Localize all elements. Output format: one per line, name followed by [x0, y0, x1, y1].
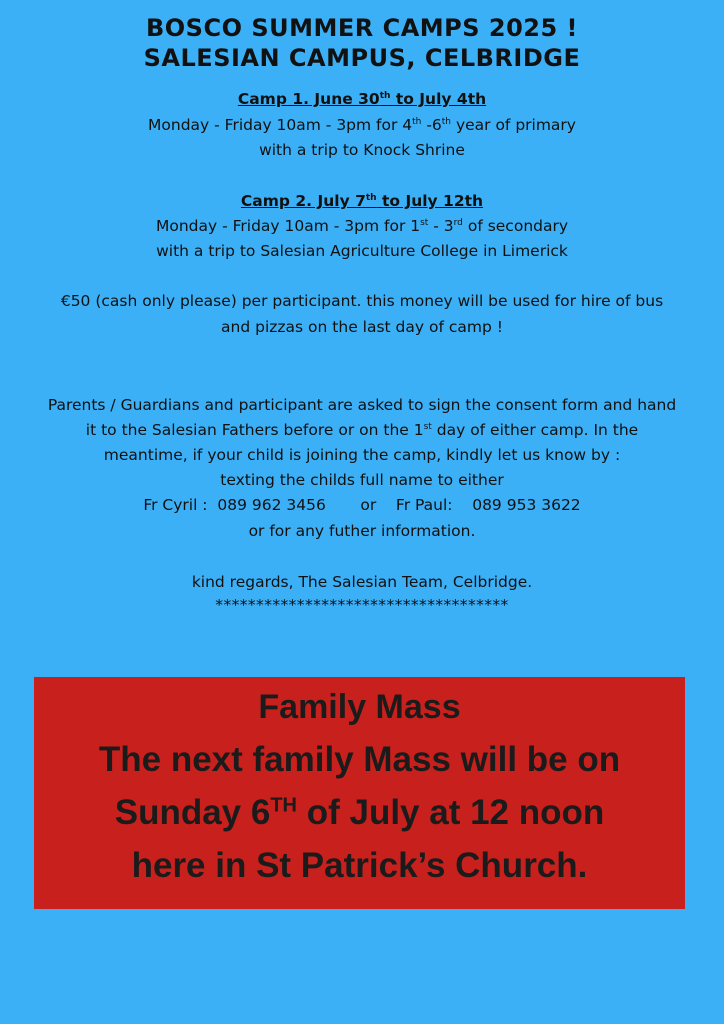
contact-numbers: Fr Cyril : 089 962 3456 or Fr Paul: 089 953 3622 — [143, 496, 581, 514]
consent-line-4: texting the childs full name to either — [220, 471, 504, 489]
camp2-trip: with a trip to Salesian Agriculture College in Limerick — [156, 242, 568, 260]
camp2-sup-2: rd — [453, 217, 463, 228]
camp2-sup-1: st — [420, 217, 429, 228]
camp1-heading-sup: th — [379, 90, 391, 101]
mass-line-1: The next family Mass will be on — [98, 740, 621, 779]
camp2-heading-sup: th — [365, 192, 377, 203]
consent-line-2-text: it to the Salesian Fathers before or on the 1 — [85, 421, 424, 439]
consent-line-2-end: day of either camp. In the — [431, 421, 639, 439]
signoff-regards: kind regards, The Salesian Team, Celbridge. — [191, 573, 533, 591]
mass-line-2-text: Sunday 6 — [114, 793, 271, 832]
camp2-heading-text-end: to July 12th — [376, 192, 484, 210]
camp2-heading — [0, 191, 724, 211]
title-line-2: SALESIAN CAMPUS, CELBRIDGE — [143, 44, 581, 72]
camp1-heading-text-end: to July 4th — [390, 90, 487, 108]
consent-sup: st — [423, 421, 432, 432]
mass-line-3: here in St Patrick’s Church. — [131, 846, 588, 885]
camp1-sup-2: th — [441, 116, 452, 127]
family-mass-box — [34, 677, 685, 909]
mass-line-2 — [34, 786, 685, 839]
fee-line-1: €50 (cash only please) per participant. this money will be used for hire of bus — [60, 292, 664, 310]
camp1-heading — [0, 89, 724, 109]
title-line-1: BOSCO SUMMER CAMPS 2025 ! — [145, 14, 579, 42]
camp1-schedule-text: Monday - Friday 10am - 3pm for 4 — [148, 116, 413, 134]
camp1-schedule-end: year of primary — [451, 116, 576, 134]
camp1-schedule-mid: -6 — [421, 116, 442, 134]
camp1-schedule — [0, 113, 724, 138]
camp2-schedule-mid: - 3 — [428, 217, 454, 235]
camp2-schedule — [0, 214, 724, 239]
camp2-schedule-text: Monday - Friday 10am - 3pm for 1 — [155, 217, 421, 235]
camp2-heading-text: Camp 2. July 7 — [240, 192, 366, 210]
consent-line-6: or for any futher information. — [248, 522, 476, 540]
camp2-schedule-end: of secondary — [462, 217, 569, 235]
mass-line-2-end: of July at 12 noon — [297, 793, 605, 832]
asterisk-divider: ************************************ — [215, 596, 509, 614]
mass-title: Family Mass — [258, 688, 461, 726]
flyer-title — [0, 13, 724, 73]
camp1-trip: with a trip to Knock Shrine — [259, 141, 465, 159]
mass-sup: TH — [270, 794, 297, 817]
consent-line-2 — [0, 418, 724, 443]
consent-line-1: Parents / Guardians and participant are asked to sign the consent form and hand — [47, 396, 677, 414]
fee-line-2: and pizzas on the last day of camp ! — [221, 318, 503, 336]
consent-line-3: meantime, if your child is joining the camp, kindly let us know by : — [103, 446, 621, 464]
camp1-sup-1: th — [412, 116, 422, 127]
camp1-heading-text: Camp 1. June 30 — [237, 90, 380, 108]
